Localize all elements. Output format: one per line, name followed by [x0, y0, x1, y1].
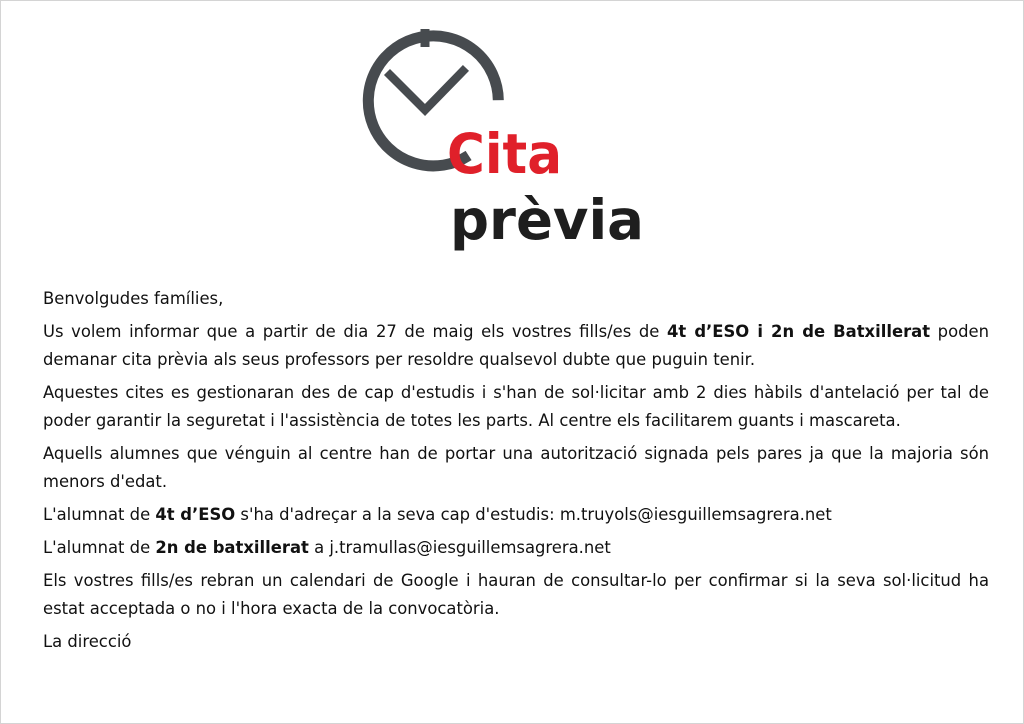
paragraph-text: a j.tramullas@iesguillemsagrera.net — [308, 538, 611, 557]
bold-eso: 4t d’ESO — [155, 505, 236, 524]
bold-batxillerat: 2n de batxillerat — [155, 538, 309, 557]
logo-word-cita: Cita — [447, 122, 562, 186]
signature: La direcció — [43, 632, 132, 651]
paragraph-contact-eso — [43, 501, 989, 529]
paragraph-text: L'alumnat de — [43, 505, 156, 524]
paragraph-text: s'ha d'adreçar a la seva cap d'estudis: m.truyols@iesguillemsagrera.net — [235, 505, 832, 524]
paragraph-text: poden demanar cita prèvia als seus professors per resoldre qualsevol dubte que puguin tenir. — [43, 322, 989, 369]
cita-previa-logo — [359, 21, 649, 256]
paragraph-authorization: Aquells alumnes que vénguin al centre han de portar una autorització signada pels pares ja que la majoria són menors d'edat. — [43, 444, 989, 491]
paragraph-text: L'alumnat de — [43, 538, 156, 557]
logo-word-previa: prèvia — [450, 188, 644, 252]
bold-course-names: 4t d’ESO i 2n de Batxillerat — [666, 322, 931, 341]
paragraph-text: Us volem informar que a partir de dia 27 de maig els vostres fills/es de — [43, 322, 667, 341]
clock-icon — [359, 21, 649, 256]
paragraph-contact-batxillerat — [43, 534, 989, 562]
letter-body — [43, 285, 989, 661]
paragraph-date-info — [43, 318, 989, 374]
paragraph-calendar: Els vostres fills/es rebran un calendari de Google i hauran de consultar-lo per confirmar si la seva sol·licitud ha estat acceptada o no i l'hora exacta de la convocatòria. — [43, 571, 989, 618]
greeting: Benvolgudes famílies, — [43, 289, 224, 308]
paragraph-appointments: Aquestes cites es gestionaran des de cap d'estudis i s'han de sol·licitar amb 2 dies hàbils d'antelació per tal de poder garantir la seguretat i l'assistència de totes les parts. Al centre els facilitarem guants i mascareta. — [43, 383, 989, 430]
clock-hands — [390, 71, 463, 110]
